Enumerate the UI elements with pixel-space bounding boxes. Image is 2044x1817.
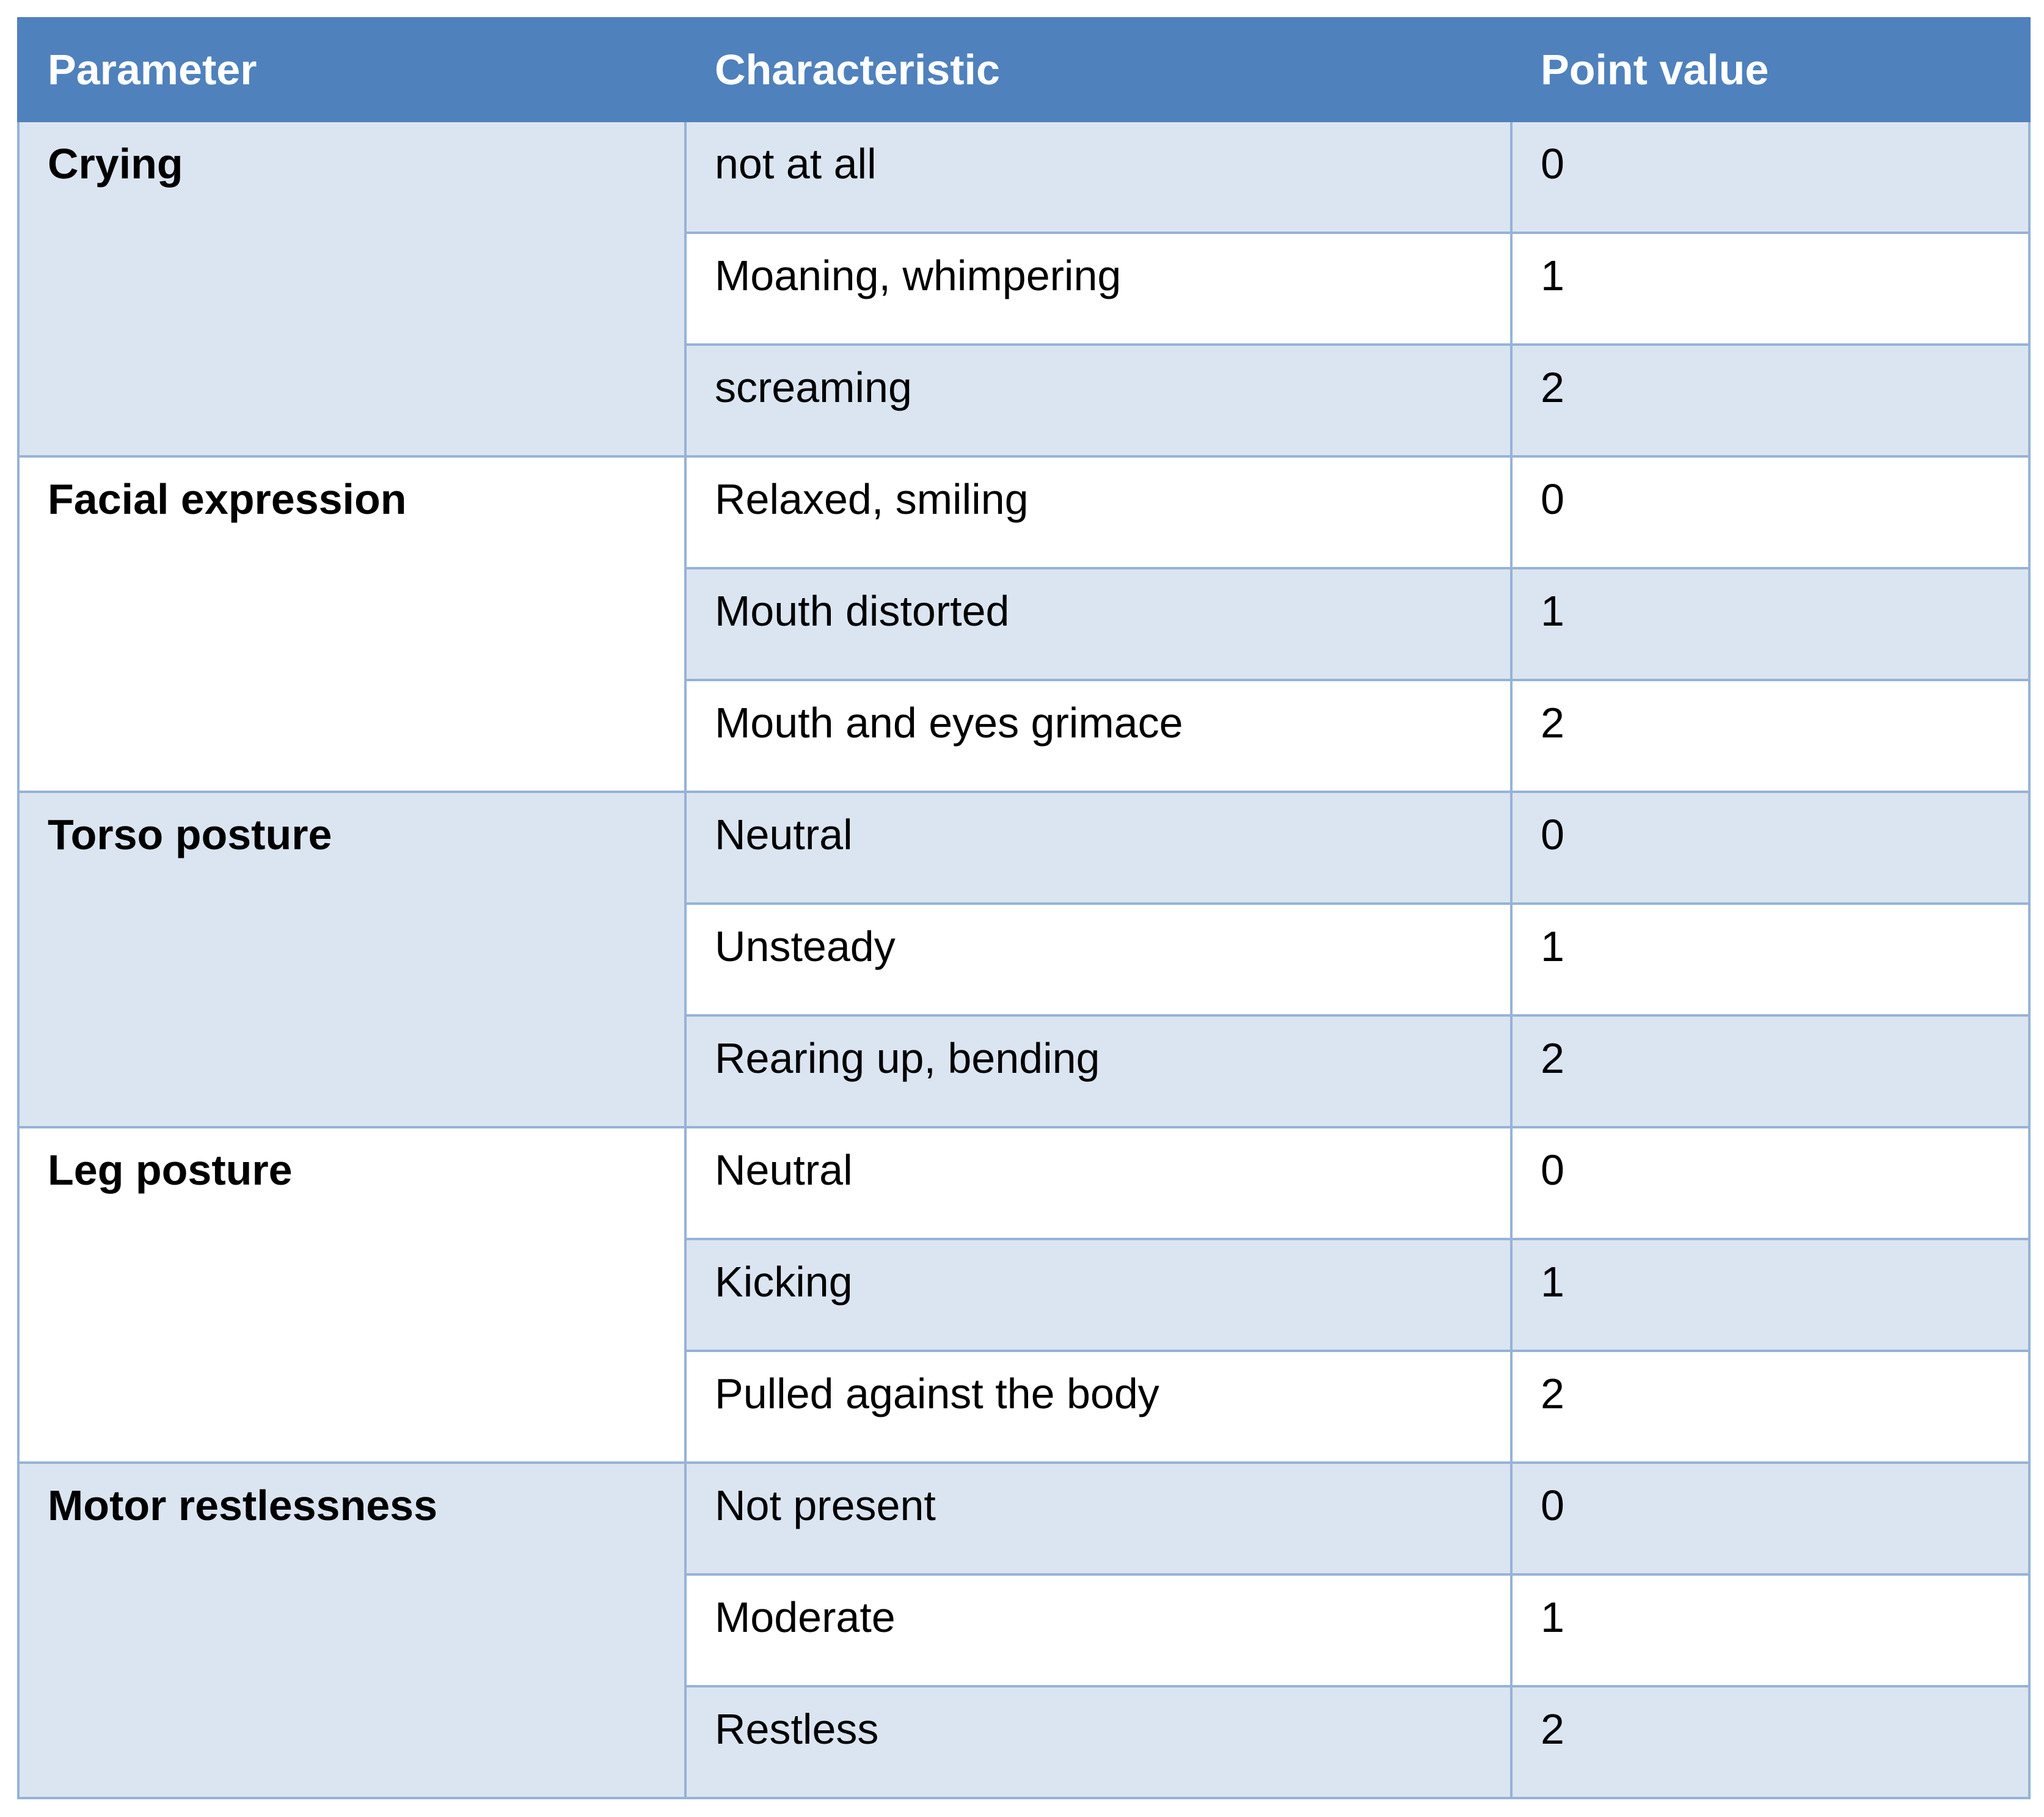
table-row [18,1127,2029,1239]
characteristic-cell: Kicking [685,1239,1511,1351]
characteristic-cell: not at all [685,121,1511,233]
table-row [18,121,2029,233]
header-row [18,18,2029,121]
characteristic-cell: Neutral [685,1127,1511,1239]
point-value-cell: 1 [1511,568,2029,680]
characteristic-cell: Moderate [685,1574,1511,1686]
header-point-value: Point value [1511,18,2029,121]
point-value-cell: 1 [1511,1239,2029,1351]
point-value-cell: 2 [1511,680,2029,792]
characteristic-cell: Not present [685,1463,1511,1574]
point-value-cell: 1 [1511,1574,2029,1686]
characteristic-cell: Neutral [685,792,1511,904]
characteristic-cell: Relaxed, smiling [685,456,1511,568]
table-row [18,456,2029,568]
characteristic-cell: Pulled against the body [685,1351,1511,1463]
point-value-cell: 2 [1511,1351,2029,1463]
characteristic-cell: Mouth and eyes grimace [685,680,1511,792]
point-value-cell: 0 [1511,121,2029,233]
parameter-cell-leg-posture: Leg posture [18,1127,685,1463]
pain-score-table [17,17,2031,1799]
point-value-cell: 0 [1511,1463,2029,1574]
point-value-cell: 2 [1511,345,2029,456]
parameter-cell-facial-expression: Facial expression [18,456,685,792]
parameter-cell-motor-restlessness: Motor restlessness [18,1463,685,1798]
table-row [18,792,2029,904]
characteristic-cell: Unsteady [685,904,1511,1015]
point-value-cell: 2 [1511,1686,2029,1798]
parameter-cell-crying: Crying [18,121,685,456]
parameter-cell-torso-posture: Torso posture [18,792,685,1127]
characteristic-cell: Restless [685,1686,1511,1798]
point-value-cell: 0 [1511,1127,2029,1239]
point-value-cell: 2 [1511,1015,2029,1127]
characteristic-cell: Moaning, whimpering [685,233,1511,345]
characteristic-cell: screaming [685,345,1511,456]
point-value-cell: 1 [1511,904,2029,1015]
characteristic-cell: Rearing up, bending [685,1015,1511,1127]
characteristic-cell: Mouth distorted [685,568,1511,680]
header-parameter: Parameter [18,18,685,121]
table-row [18,1463,2029,1574]
point-value-cell: 1 [1511,233,2029,345]
point-value-cell: 0 [1511,456,2029,568]
point-value-cell: 0 [1511,792,2029,904]
header-characteristic: Characteristic [685,18,1511,121]
